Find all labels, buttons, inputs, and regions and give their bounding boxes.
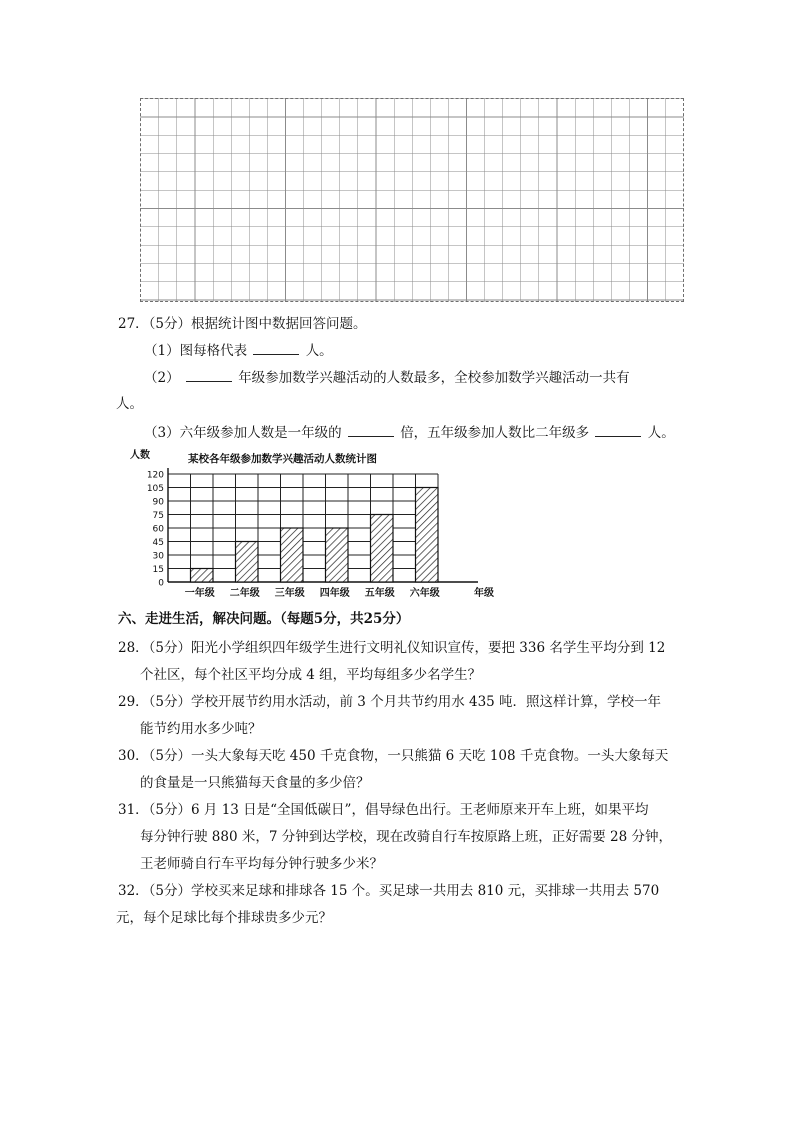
q31-line-2: 每分钟行驶 880 米，7 分钟到达学校，现在改骑自行车按原路上班，正好需要 28 分钟， bbox=[140, 829, 672, 845]
bar-2 bbox=[236, 542, 259, 583]
q29-line-2: 能节约用水多少吨？ bbox=[140, 721, 262, 737]
chart-title: 某校各年级参加数学兴趣活动人数统计图 bbox=[188, 453, 377, 465]
q29-line-1: 29．（5分）学校开展节约用水活动，前 3 个月共节约用水 435 吨．照这样计算，学校一年 bbox=[118, 694, 662, 710]
x-category-label: 五年级 bbox=[364, 588, 395, 599]
q28-line-2: 个社区，每个社区平均分成 4 组，平均每组多少名学生？ bbox=[140, 667, 482, 683]
bar-5 bbox=[371, 515, 394, 583]
q32-line-2: 元，每个足球比每个排球贵多少元？ bbox=[116, 910, 332, 926]
y-tick-label: 105 bbox=[146, 484, 164, 494]
bar-6 bbox=[416, 488, 439, 583]
answer-blank[interactable] bbox=[253, 342, 299, 355]
x-category-label: 四年级 bbox=[319, 588, 350, 599]
bar-chart bbox=[130, 448, 494, 603]
answer-blank[interactable] bbox=[186, 369, 232, 382]
q27-stem: 27．（5分）根据统计图中数据回答问题。 bbox=[118, 316, 367, 332]
answer-blank[interactable] bbox=[348, 424, 394, 437]
y-tick-label: 60 bbox=[152, 524, 164, 535]
q32-line-1: 32．（5分）学校买来足球和排球各 15 个。买足球一共用去 810 元，买排球一共用去 570 bbox=[118, 883, 660, 899]
bar-3 bbox=[281, 528, 304, 582]
y-tick-label: 90 bbox=[152, 497, 164, 508]
y-tick-label: 45 bbox=[152, 538, 164, 548]
q27-part1-text-a: （1）图每格代表 bbox=[144, 343, 248, 359]
q27-part1-text-b: 人。 bbox=[305, 343, 333, 359]
y-axis-label: 人数 bbox=[130, 450, 150, 461]
q27-part3 bbox=[144, 424, 675, 441]
y-tick-label: 30 bbox=[152, 551, 164, 562]
y-tick-label: 120 bbox=[146, 470, 164, 481]
q30-line-2: 的食量是一只熊猫每天食量的多少倍？ bbox=[140, 775, 370, 791]
q31-line-3: 王老师骑自行车平均每分钟行驶多少米？ bbox=[140, 856, 383, 872]
y-tick-label: 15 bbox=[152, 565, 164, 575]
x-category-label: 一年级 bbox=[184, 588, 215, 599]
q27-part3-text-c: 人。 bbox=[647, 425, 675, 441]
x-axis-label: 年级 bbox=[474, 588, 494, 599]
q27-part1 bbox=[144, 342, 333, 359]
section-6-title: 六、走进生活，解决问题。（每题5分，共25分） bbox=[118, 611, 410, 627]
x-category-label: 六年级 bbox=[409, 588, 440, 599]
answer-grid bbox=[140, 98, 684, 302]
answer-blank[interactable] bbox=[595, 424, 641, 437]
q27-part3-text-a: （3）六年级参加人数是一年级的 bbox=[144, 425, 342, 441]
q27-part2-text-b: 年级参加数学兴趣活动的人数最多，全校参加数学兴趣活动一共有 bbox=[238, 370, 630, 386]
q27-part2 bbox=[144, 369, 630, 386]
bar-1 bbox=[191, 569, 214, 583]
q31-line-1: 31．（5分）6 月 13 日是“全国低碳日”，倡导绿色出行。王老师原来开车上班，如果平均 bbox=[118, 802, 649, 818]
q27-part2-end: 人。 bbox=[116, 396, 143, 412]
q28-line-1: 28．（5分）阳光小学组织四年级学生进行文明礼仪知识宣传，要把 336 名学生平均分到 12 bbox=[118, 640, 666, 656]
bar-4 bbox=[326, 528, 349, 582]
y-tick-label: 75 bbox=[152, 511, 164, 521]
q27-part3-text-b: 倍，五年级参加人数比二年级多 bbox=[400, 425, 590, 441]
x-category-label: 二年级 bbox=[229, 588, 260, 599]
x-category-label: 三年级 bbox=[274, 588, 305, 599]
q30-line-1: 30．（5分）一头大象每天吃 450 千克食物，一只熊猫 6 天吃 108 千克食物。一头大象每天 bbox=[118, 748, 669, 764]
y-tick-label: 0 bbox=[158, 578, 164, 589]
q27-part2-text-a: （2） bbox=[144, 370, 180, 386]
